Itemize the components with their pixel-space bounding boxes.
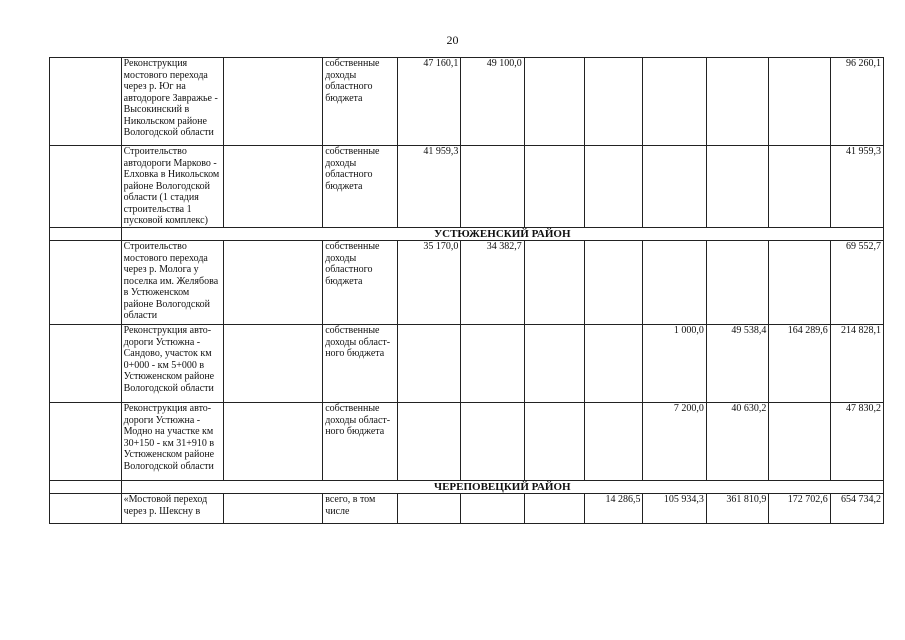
district-title: УСТЮЖЕНСКИЙ РАЙОН — [121, 228, 883, 241]
funding-source-cell: собственные доходы областного бюджета — [323, 241, 398, 325]
year-value-cell: 172 702,6 — [769, 494, 830, 524]
object-name-cell: Реконструкция авто-дороги Устюжна - Сандово, участок км 0+000 - км 5+000 в Устюженском районе Вологодской области — [121, 325, 223, 403]
table-row — [50, 403, 884, 481]
row-number-cell — [50, 403, 122, 481]
page-number: 20 — [446, 33, 459, 47]
year-value-cell: 40 630,2 — [706, 403, 768, 481]
row-number-cell — [50, 494, 122, 524]
total-value-cell: 41 959,3 — [830, 146, 883, 228]
year-value-cell — [585, 403, 643, 481]
budget-table — [49, 57, 884, 524]
year-value-cell — [461, 494, 524, 524]
year-value-cell — [643, 241, 706, 325]
object-name-cell: «Мостовой переход через р. Шексну в — [121, 494, 223, 524]
year-value-cell — [524, 58, 584, 146]
year-value-cell — [524, 494, 584, 524]
year-value-cell — [769, 146, 830, 228]
year-value-cell: 361 810,9 — [706, 494, 768, 524]
year-value-cell — [769, 241, 830, 325]
year-value-cell — [585, 241, 643, 325]
year-value-cell: 105 934,3 — [643, 494, 706, 524]
executor-cell — [223, 241, 322, 325]
year-value-cell — [461, 325, 524, 403]
object-name-cell: Строительство мостового перехода через р. Молога у поселка им. Желябова в Устюженском районе Вологодской области — [121, 241, 223, 325]
funding-source-cell: собственные доходы областного бюджета — [323, 146, 398, 228]
year-value-cell: 34 382,7 — [461, 241, 524, 325]
year-value-cell: 41 959,3 — [397, 146, 460, 228]
year-value-cell: 35 170,0 — [397, 241, 460, 325]
year-value-cell: 7 200,0 — [643, 403, 706, 481]
year-value-cell — [524, 146, 584, 228]
total-value-cell: 654 734,2 — [830, 494, 883, 524]
total-value-cell: 214 828,1 — [830, 325, 883, 403]
object-name-cell: Строительство автодороги Марково - Елховка в Никольском районе Вологодской области (1 стадия строительства 1 пусковой комплекс) — [121, 146, 223, 228]
executor-cell — [223, 325, 322, 403]
table-row — [50, 241, 884, 325]
table-row — [50, 494, 884, 524]
year-value-cell: 164 289,6 — [769, 325, 830, 403]
row-number-cell — [50, 58, 122, 146]
year-value-cell — [524, 241, 584, 325]
year-value-cell — [706, 241, 768, 325]
executor-cell — [223, 58, 322, 146]
executor-cell — [223, 494, 322, 524]
year-value-cell — [585, 146, 643, 228]
funding-source-cell: собственные доходы област-ного бюджета — [323, 325, 398, 403]
total-value-cell: 96 260,1 — [830, 58, 883, 146]
year-value-cell — [461, 403, 524, 481]
year-value-cell — [585, 325, 643, 403]
year-value-cell: 14 286,5 — [585, 494, 643, 524]
total-value-cell: 47 830,2 — [830, 403, 883, 481]
year-value-cell — [769, 403, 830, 481]
year-value-cell — [643, 146, 706, 228]
object-name-cell: Реконструкция мостового перехода через р. Юг на автодороге Завражье - Высокинский в Никольском районе Вологодской области — [121, 58, 223, 146]
row-number-cell — [50, 241, 122, 325]
year-value-cell — [524, 325, 584, 403]
district-header-row — [50, 228, 884, 241]
funding-source-cell: собственные доходы областного бюджета — [323, 58, 398, 146]
executor-cell — [223, 403, 322, 481]
year-value-cell — [585, 58, 643, 146]
year-value-cell: 1 000,0 — [643, 325, 706, 403]
year-value-cell: 49 538,4 — [706, 325, 768, 403]
funding-source-cell: всего, в том числе — [323, 494, 398, 524]
district-header-row — [50, 481, 884, 494]
year-value-cell — [397, 494, 460, 524]
year-value-cell — [397, 325, 460, 403]
year-value-cell — [524, 403, 584, 481]
year-value-cell: 47 160,1 — [397, 58, 460, 146]
year-value-cell — [706, 146, 768, 228]
executor-cell — [223, 146, 322, 228]
row-number-cell — [50, 325, 122, 403]
total-value-cell: 69 552,7 — [830, 241, 883, 325]
row-number-cell — [50, 146, 122, 228]
year-value-cell — [706, 58, 768, 146]
district-header-blank — [50, 481, 122, 494]
table-row — [50, 146, 884, 228]
year-value-cell — [461, 146, 524, 228]
year-value-cell — [643, 58, 706, 146]
year-value-cell — [397, 403, 460, 481]
year-value-cell — [769, 58, 830, 146]
table-row — [50, 325, 884, 403]
table-row — [50, 58, 884, 146]
district-header-blank — [50, 228, 122, 241]
object-name-cell: Реконструкция авто-дороги Устюжна - Модно на участке км 30+150 - км 31+910 в Устюженском районе Вологодской области — [121, 403, 223, 481]
year-value-cell: 49 100,0 — [461, 58, 524, 146]
funding-source-cell: собственные доходы област-ного бюджета — [323, 403, 398, 481]
district-title: ЧЕРЕПОВЕЦКИЙ РАЙОН — [121, 481, 883, 494]
